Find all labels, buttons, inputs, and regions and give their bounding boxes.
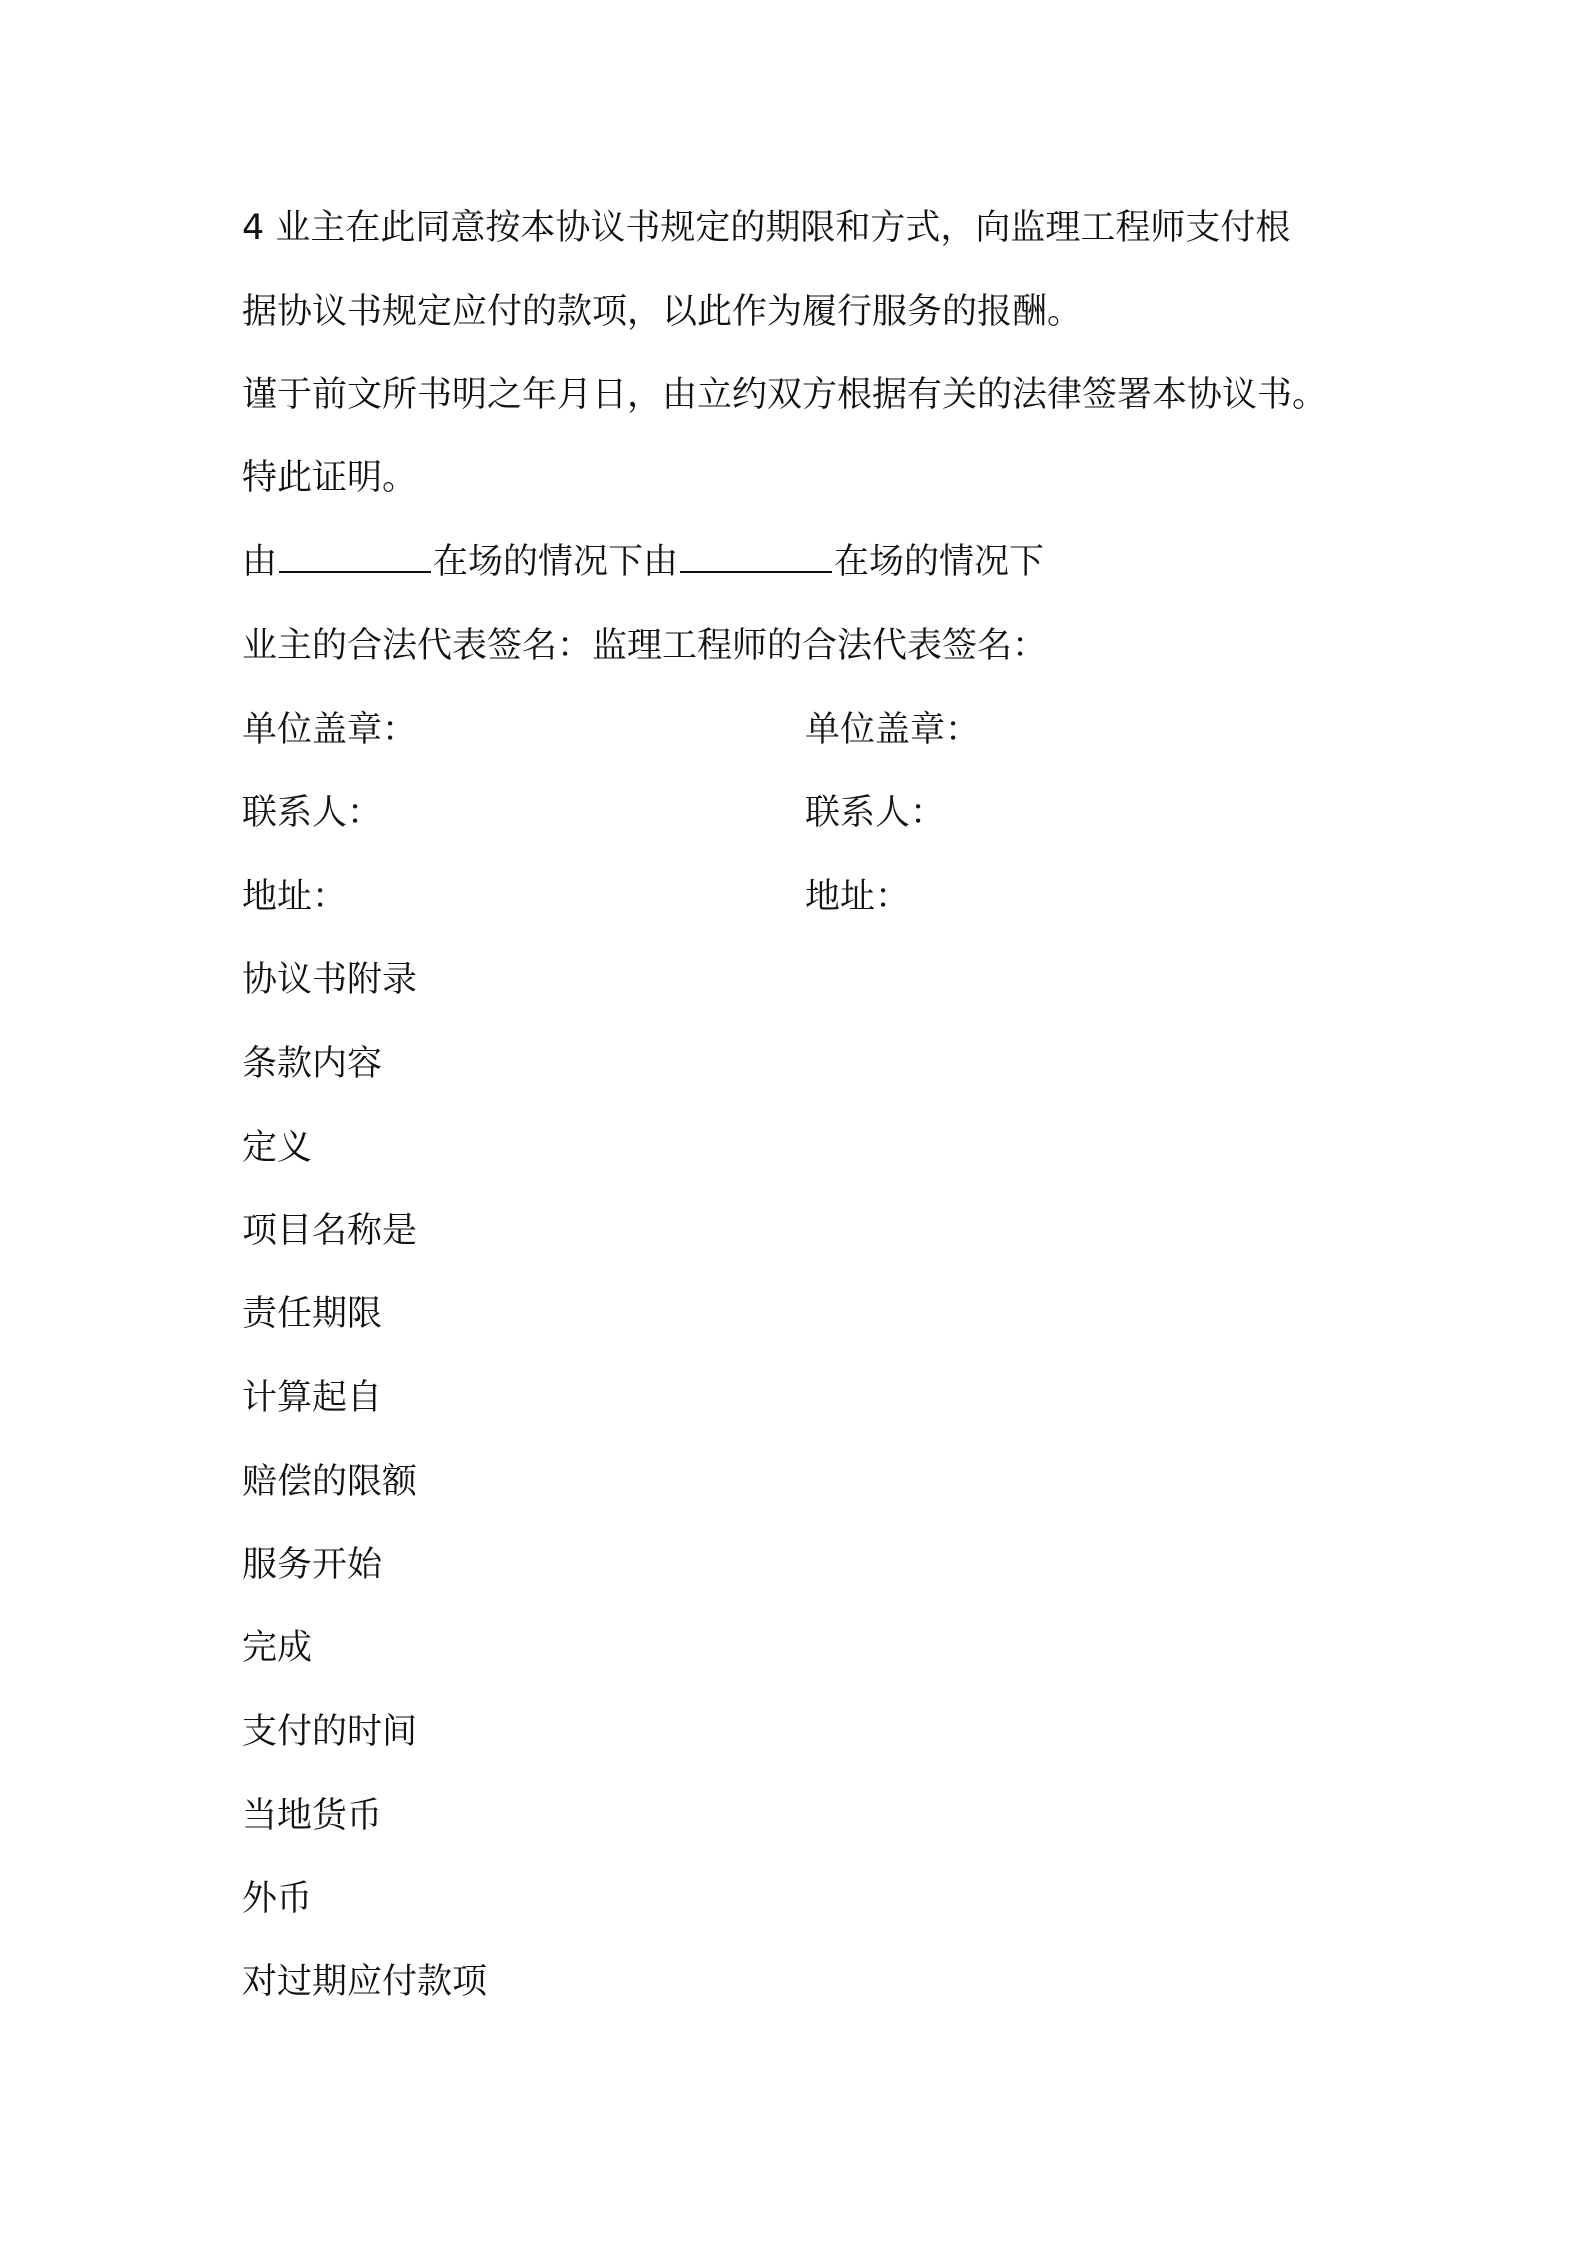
witness-middle: 在场的情况下由 [433, 542, 679, 582]
appendix-item: 赔偿的限额 [242, 1462, 418, 1502]
engineer-contact-label: 联系人： [805, 793, 946, 833]
appendix-title: 协议书附录 [242, 960, 418, 1000]
appendix-item: 计算起自 [242, 1378, 383, 1418]
owner-address-label: 地址： [242, 877, 348, 917]
paragraph-4-line-2: 据协议书规定应付的款项，以此作为履行服务的报酬。 [242, 292, 1083, 332]
appendix-item: 条款内容 [242, 1044, 383, 1084]
certification-text: 特此证明。 [242, 458, 418, 498]
owner-seal-label: 单位盖章： [242, 710, 418, 750]
appendix-item: 当地货币 [242, 1796, 383, 1836]
owner-contact-label: 联系人： [242, 793, 383, 833]
witness-prefix: 由 [242, 542, 278, 582]
engineer-address-label: 地址： [805, 877, 911, 917]
execution-paragraph: 谨于前文所书明之年月日，由立约双方根据有关的法律签署本协议书。 [242, 375, 1328, 415]
signature-line: 业主的合法代表签名：监理工程师的合法代表签名： [242, 626, 1048, 666]
appendix-item: 定义 [242, 1128, 313, 1168]
witness-blank-1 [279, 541, 431, 573]
paragraph-4-line-1: 4 业主在此同意按本协议书规定的期限和方式，向监理工程师支付根 [242, 208, 1291, 248]
appendix-item: 项目名称是 [242, 1211, 418, 1251]
engineer-seal-label: 单位盖章： [805, 710, 981, 750]
appendix-item: 外币 [242, 1879, 313, 1919]
appendix-item: 服务开始 [242, 1545, 383, 1585]
appendix-item: 支付的时间 [242, 1712, 418, 1752]
appendix-item: 对过期应付款项 [242, 1962, 488, 2002]
appendix-item: 完成 [242, 1628, 313, 1668]
witness-blank-2 [680, 541, 832, 573]
witness-line [242, 540, 1044, 584]
witness-suffix: 在场的情况下 [834, 542, 1045, 582]
appendix-item: 责任期限 [242, 1294, 383, 1334]
